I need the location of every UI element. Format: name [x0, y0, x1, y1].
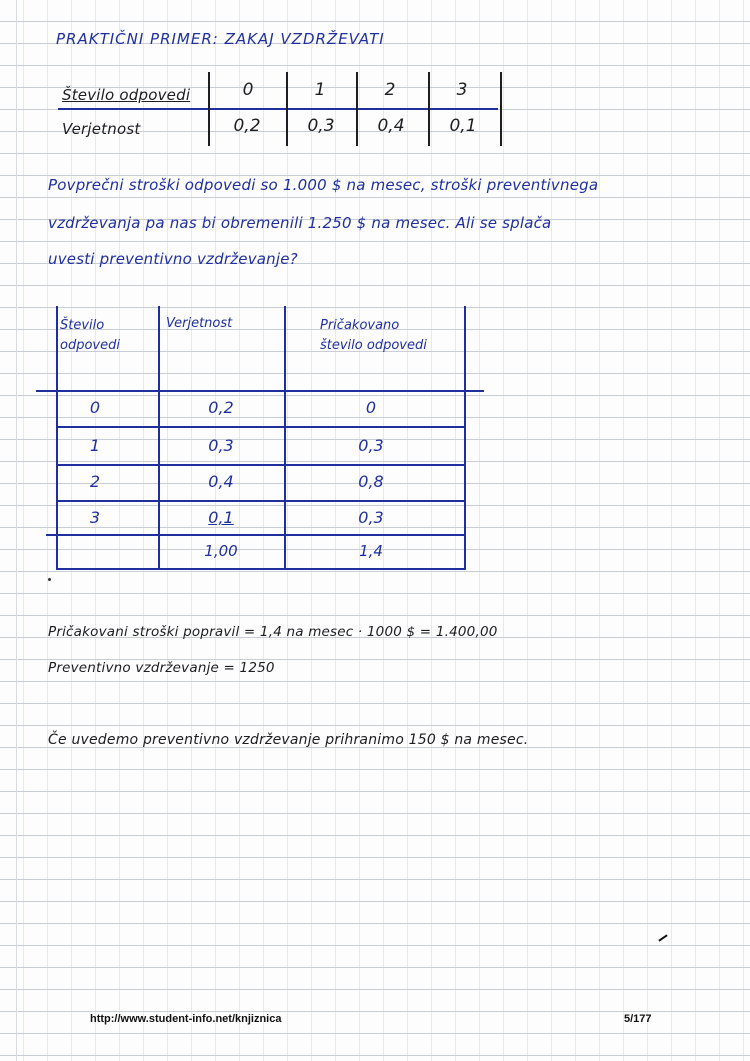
probability-table: [58, 70, 503, 148]
question-line-1: Povprečni stroški odpovedi so 1.000 $ na mesec, stroški preventivnega: [48, 176, 599, 194]
table2-header-line: [36, 390, 484, 392]
cell-pricakovano: 0,3: [358, 508, 384, 527]
verjetnost-cell: 0,4: [377, 116, 405, 136]
cell-pricakovano: 0: [365, 398, 377, 417]
conclusion: Če uvedemo preventivno vzdrževanje prihranimo 150 $ na mesec.: [48, 732, 529, 748]
table1-col-line: [356, 72, 358, 146]
verjetnost-cell: 0,2: [233, 116, 261, 136]
table1-divider: [58, 108, 498, 110]
cell-verjetnost: 0,3: [208, 436, 234, 455]
odpovedi-cell: 3: [456, 80, 468, 100]
header-stevilo-odpovedi: Število odpovedi: [60, 318, 120, 353]
calc-line-1: Pričakovani stroški popravil = 1,4 na mesec · 1000 $ = 1.400,00: [48, 624, 498, 640]
odpovedi-cell: 2: [384, 80, 396, 100]
question-line-2: vzdrževanja pa nas bi obremenili 1.250 $ na mesec. Ali se splača: [48, 214, 552, 232]
margin-line: [16, 0, 17, 1061]
odpovedi-cell: 0: [242, 80, 254, 100]
cell-odpovedi: 0: [89, 398, 101, 417]
cell-verjetnost: 0,4: [208, 472, 234, 491]
table2-col-line: [56, 306, 58, 568]
cell-odpovedi: 3: [89, 508, 101, 527]
cell-odpovedi: 1: [89, 436, 101, 455]
table2-col-line: [284, 306, 286, 568]
cell-pricakovano: 0,8: [358, 472, 384, 491]
odpovedi-cell: 1: [314, 80, 326, 100]
cell-verjetnost: 0,1: [208, 508, 234, 527]
table2-row-line: [56, 500, 466, 502]
page-number: 5/177: [624, 1013, 652, 1025]
table2-row-line: [56, 464, 466, 466]
total-verjetnost: 1,00: [204, 542, 238, 560]
header-pricakovano: Pričakovano število odpovedi: [320, 318, 427, 353]
calc-line-2: Preventivno vzdrževanje = 1250: [48, 660, 275, 676]
table2-row-line: [46, 534, 466, 536]
table2-col-line: [464, 306, 466, 568]
table1-col-line: [208, 72, 210, 146]
table1-col-line: [500, 72, 502, 146]
cell-verjetnost: 0,2: [208, 398, 234, 417]
table2-row-line: [56, 426, 466, 428]
verjetnost-cell: 0,3: [307, 116, 335, 136]
verjetnost-cell: 0,1: [449, 116, 477, 136]
table1-col-line: [428, 72, 430, 146]
row-label-verjetnost: Verjetnost: [62, 120, 141, 138]
cell-pricakovano: 0,3: [358, 436, 384, 455]
total-pricakovano: 1,4: [359, 542, 383, 560]
page-title: PRAKTIČNI PRIMER: ZAKAJ VZDRŽEVATI: [56, 30, 385, 48]
ink-dot: [48, 578, 51, 581]
footer-url: http://www.student-info.net/knjiznica: [90, 1013, 282, 1025]
expected-failures-table: [36, 306, 486, 570]
question-line-3: uvesti preventivno vzdrževanje?: [48, 250, 298, 268]
table2-col-line: [158, 306, 160, 568]
row-label-odpovedi: Število odpovedi: [62, 86, 191, 104]
header-verjetnost: Verjetnost: [166, 316, 233, 331]
table2-bottom-line: [56, 568, 466, 570]
cell-odpovedi: 2: [89, 472, 101, 491]
table1-col-line: [286, 72, 288, 146]
